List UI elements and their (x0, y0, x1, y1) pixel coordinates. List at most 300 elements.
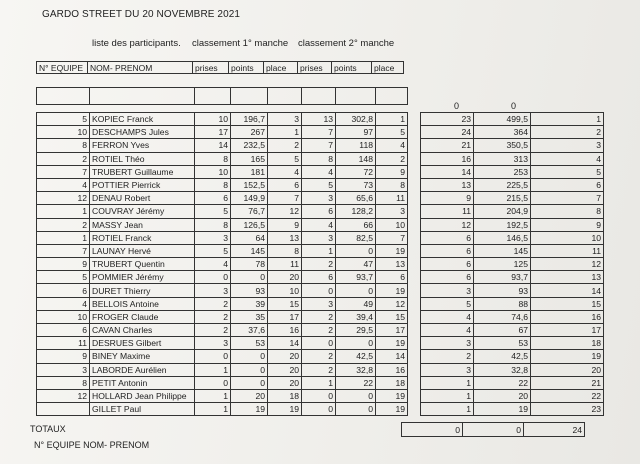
participant-name-cell: FERRON Yves (90, 139, 195, 152)
prises-2-cell: 5 (302, 178, 336, 191)
total-points-cell: 225,5 (474, 178, 531, 191)
points-1-cell: 35 (231, 310, 268, 323)
points-1-cell: 78 (231, 258, 268, 271)
team-number-cell: 9 (37, 350, 90, 363)
prises-1-cell: 3 (195, 284, 231, 297)
prises-1-cell: 8 (195, 178, 231, 191)
total-prises-cell: 21 (421, 139, 474, 152)
place-2-cell: 19 (376, 337, 408, 350)
place-2-cell: 6 (376, 271, 408, 284)
final-place-cell: 7 (531, 192, 604, 205)
final-place-cell: 17 (531, 324, 604, 337)
points-2-cell: 0 (336, 403, 376, 416)
prises-1-cell: 2 (195, 324, 231, 337)
prises-2-cell: 2 (302, 258, 336, 271)
prises-2-cell: 3 (302, 231, 336, 244)
table-row (37, 271, 604, 284)
points-2-cell: 0 (336, 244, 376, 257)
total-prises-cell: 14 (421, 165, 474, 178)
prises-1-cell: 0 (195, 271, 231, 284)
team-number-cell: 9 (37, 258, 90, 271)
participant-name-cell: ROTIEL Franck (90, 231, 195, 244)
final-place-cell: 11 (531, 244, 604, 257)
total-points-cell: 53 (474, 337, 531, 350)
place-1-cell: 6 (268, 178, 302, 191)
participants-label: liste des participants. (92, 38, 181, 49)
gap-cell (408, 113, 421, 126)
table-row (37, 376, 604, 389)
total-points-cell: 22 (474, 376, 531, 389)
final-place-cell: 18 (531, 337, 604, 350)
final-place-cell: 6 (531, 178, 604, 191)
points-2-cell: 82,5 (336, 231, 376, 244)
points-1-cell: 196,7 (231, 113, 268, 126)
place-2-cell: 19 (376, 403, 408, 416)
place-1-cell: 8 (268, 244, 302, 257)
final-place-cell: 10 (531, 231, 604, 244)
final-place-cell: 8 (531, 205, 604, 218)
total-prises-cell: 13 (421, 178, 474, 191)
table-row (37, 324, 604, 337)
total-prises-cell: 16 (421, 152, 474, 165)
prises-2-cell: 2 (302, 324, 336, 337)
final-place-cell: 9 (531, 218, 604, 231)
points-2-cell: 148 (336, 152, 376, 165)
final-place-cell: 21 (531, 376, 604, 389)
prises-2-cell: 3 (302, 192, 336, 205)
team-number-cell: 6 (37, 284, 90, 297)
place-2-cell: 12 (376, 297, 408, 310)
place-2-cell: 1 (376, 113, 408, 126)
gap-cell (408, 258, 421, 271)
total-prises-cell: 24 (421, 126, 474, 139)
place-1-cell: 12 (268, 205, 302, 218)
points-1-cell: 152,5 (231, 178, 268, 191)
total-points-cell: 74,6 (474, 310, 531, 323)
team-number-cell: 12 (37, 192, 90, 205)
gap-cell (408, 271, 421, 284)
prises-2-cell: 6 (302, 271, 336, 284)
prises-1-cell: 0 (195, 350, 231, 363)
total-points-cell: 93,7 (474, 271, 531, 284)
totals-row (401, 422, 585, 437)
total-prises-cell: 1 (421, 403, 474, 416)
points-1-cell: 0 (231, 350, 268, 363)
place-1-cell: 3 (268, 113, 302, 126)
team-number-cell: 4 (37, 178, 90, 191)
points-2-cell: 93,7 (336, 271, 376, 284)
prises-1-cell: 4 (195, 258, 231, 271)
final-place-cell: 3 (531, 139, 604, 152)
points-1-cell: 39 (231, 297, 268, 310)
team-number-cell: 6 (37, 324, 90, 337)
place-2-cell: 8 (376, 178, 408, 191)
table-row (37, 363, 604, 376)
header-place-2: place (372, 62, 404, 74)
team-number-cell: 8 (37, 376, 90, 389)
prises-1-cell: 3 (195, 337, 231, 350)
participant-name-cell: COUVRAY Jérémy (90, 205, 195, 218)
place-1-cell: 7 (268, 192, 302, 205)
total-points-cell: 364 (474, 126, 531, 139)
points-1-cell: 165 (231, 152, 268, 165)
points-2-cell: 47 (336, 258, 376, 271)
place-1-cell: 2 (268, 139, 302, 152)
prises-1-cell: 5 (195, 205, 231, 218)
points-1-cell: 37,6 (231, 324, 268, 337)
results-table (36, 112, 604, 416)
total-prises-cell: 2 (421, 350, 474, 363)
table-row (37, 178, 604, 191)
gap-cell (408, 126, 421, 139)
participant-name-cell: GILLET Paul (90, 403, 195, 416)
total-prises-cell: 3 (421, 284, 474, 297)
place-1-cell: 17 (268, 310, 302, 323)
final-place-cell: 4 (531, 152, 604, 165)
total-place: 24 (524, 423, 585, 437)
header-prises-1: prises (193, 62, 229, 74)
points-1-cell: 232,5 (231, 139, 268, 152)
total-prises-cell: 5 (421, 297, 474, 310)
ranking-second-label: classement 2° manche (298, 38, 395, 49)
prises-2-cell: 0 (302, 389, 336, 402)
points-2-cell: 42,5 (336, 350, 376, 363)
prises-1-cell: 5 (195, 244, 231, 257)
team-number-cell: 8 (37, 139, 90, 152)
table-row (37, 350, 604, 363)
prises-2-cell: 7 (302, 139, 336, 152)
points-2-cell: 49 (336, 297, 376, 310)
table-row (37, 205, 604, 218)
team-number-cell (37, 403, 90, 416)
gap-cell (408, 139, 421, 152)
final-place-cell: 13 (531, 271, 604, 284)
place-1-cell: 20 (268, 376, 302, 389)
gap-cell (408, 363, 421, 376)
place-1-cell: 18 (268, 389, 302, 402)
total-prises-cell: 9 (421, 192, 474, 205)
points-1-cell: 93 (231, 284, 268, 297)
total-points-cell: 93 (474, 284, 531, 297)
prises-1-cell: 14 (195, 139, 231, 152)
points-1-cell: 0 (231, 363, 268, 376)
team-number-cell: 7 (37, 244, 90, 257)
prises-2-cell: 0 (302, 403, 336, 416)
gap-cell (408, 403, 421, 416)
gap-cell (408, 310, 421, 323)
total-points-cell: 32,8 (474, 363, 531, 376)
points-2-cell: 39,4 (336, 310, 376, 323)
final-place-cell: 20 (531, 363, 604, 376)
points-2-cell: 73 (336, 178, 376, 191)
table-row (37, 389, 604, 402)
table-row (37, 403, 604, 416)
participant-name-cell: ROTIEL Théo (90, 152, 195, 165)
total-prises-cell: 3 (421, 337, 474, 350)
participant-name-cell: BELLOIS Antoine (90, 297, 195, 310)
total-points-cell: 204,9 (474, 205, 531, 218)
place-2-cell: 7 (376, 231, 408, 244)
participant-name-cell: POMMIER Jérémy (90, 271, 195, 284)
participant-name-cell: KOPIEC Franck (90, 113, 195, 126)
final-place-cell: 19 (531, 350, 604, 363)
points-1-cell: 76,7 (231, 205, 268, 218)
points-2-cell: 0 (336, 389, 376, 402)
total-prises-cell: 1 (421, 389, 474, 402)
participant-name-cell: LAUNAY Hervé (90, 244, 195, 257)
prises-1-cell: 10 (195, 165, 231, 178)
prises-2-cell: 2 (302, 350, 336, 363)
table-row (37, 192, 604, 205)
place-2-cell: 3 (376, 205, 408, 218)
participant-name-cell: DENAU Robert (90, 192, 195, 205)
total-points-cell: 313 (474, 152, 531, 165)
place-1-cell: 5 (268, 152, 302, 165)
place-2-cell: 14 (376, 350, 408, 363)
gap-cell (408, 218, 421, 231)
prises-2-cell: 6 (302, 205, 336, 218)
team-number-cell: 1 (37, 231, 90, 244)
place-2-cell: 2 (376, 152, 408, 165)
participant-name-cell: TRUBERT Quentin (90, 258, 195, 271)
place-1-cell: 14 (268, 337, 302, 350)
totals-label: TOTAUX (30, 424, 66, 434)
header-points-1: points (229, 62, 264, 74)
gap-cell (408, 324, 421, 337)
place-2-cell: 13 (376, 258, 408, 271)
participant-name-cell: POTTIER Pierrick (90, 178, 195, 191)
points-2-cell: 128,2 (336, 205, 376, 218)
gap-cell (408, 192, 421, 205)
prises-1-cell: 1 (195, 389, 231, 402)
total-prises-cell: 3 (421, 363, 474, 376)
total-prises-cell: 4 (421, 324, 474, 337)
total-points-cell: 67 (474, 324, 531, 337)
total-prises-cell: 6 (421, 231, 474, 244)
prises-2-cell: 0 (302, 284, 336, 297)
total-points-cell: 20 (474, 389, 531, 402)
participant-name-cell: TRUBERT Guillaume (90, 165, 195, 178)
team-number-cell: 10 (37, 126, 90, 139)
total-points-cell: 42,5 (474, 350, 531, 363)
place-1-cell: 20 (268, 271, 302, 284)
points-1-cell: 0 (231, 271, 268, 284)
place-1-cell: 19 (268, 403, 302, 416)
place-2-cell: 16 (376, 363, 408, 376)
place-1-cell: 20 (268, 363, 302, 376)
place-2-cell: 19 (376, 244, 408, 257)
prises-1-cell: 2 (195, 310, 231, 323)
total-prises-cell: 6 (421, 258, 474, 271)
gap-cell (408, 244, 421, 257)
points-1-cell: 126,5 (231, 218, 268, 231)
gap-cell (408, 152, 421, 165)
prises-2-cell: 1 (302, 244, 336, 257)
prises-2-cell: 4 (302, 165, 336, 178)
place-2-cell: 17 (376, 324, 408, 337)
prises-2-cell: 13 (302, 113, 336, 126)
points-1-cell: 19 (231, 403, 268, 416)
total-points-cell: 146,5 (474, 231, 531, 244)
participant-name-cell: PETIT Antonin (90, 376, 195, 389)
table-row (37, 139, 604, 152)
total-prises-cell: 11 (421, 205, 474, 218)
gap-cell (408, 178, 421, 191)
place-1-cell: 16 (268, 324, 302, 337)
gap-cell (408, 284, 421, 297)
table-row (37, 337, 604, 350)
prises-2-cell: 3 (302, 297, 336, 310)
prises-1-cell: 8 (195, 152, 231, 165)
footer-label: N° EQUIPE NOM- PRENOM (34, 440, 150, 450)
prises-2-cell: 4 (302, 218, 336, 231)
total-prises-cell: 12 (421, 218, 474, 231)
place-1-cell: 13 (268, 231, 302, 244)
points-2-cell: 29,5 (336, 324, 376, 337)
points-2-cell: 0 (336, 284, 376, 297)
total-points-cell: 253 (474, 165, 531, 178)
total-points-cell: 145 (474, 244, 531, 257)
team-number-cell: 3 (37, 363, 90, 376)
total-prises: 0 (402, 423, 463, 437)
participant-name-cell: DESCHAMPS Jules (90, 126, 195, 139)
total-prises-cell: 6 (421, 271, 474, 284)
total-points-cell: 215,5 (474, 192, 531, 205)
header-points-2: points (332, 62, 372, 74)
gap-cell (408, 389, 421, 402)
participant-name-cell: LABORDE Aurélien (90, 363, 195, 376)
final-place-cell: 15 (531, 297, 604, 310)
team-number-cell: 5 (37, 271, 90, 284)
table-row (37, 284, 604, 297)
prises-2-cell: 1 (302, 376, 336, 389)
place-2-cell: 15 (376, 310, 408, 323)
total-points-cell: 350,5 (474, 139, 531, 152)
team-number-cell: 10 (37, 310, 90, 323)
initial-zero-prises: 0 (454, 101, 460, 111)
place-1-cell: 4 (268, 165, 302, 178)
participant-name-cell: CAVAN Charles (90, 324, 195, 337)
total-prises-cell: 1 (421, 376, 474, 389)
points-1-cell: 149,9 (231, 192, 268, 205)
total-points: 0 (463, 423, 524, 437)
final-place-cell: 14 (531, 284, 604, 297)
team-number-cell: 11 (37, 337, 90, 350)
gap-cell (408, 337, 421, 350)
ranking-first-label: classement 1° manche (192, 38, 289, 49)
header-place-1: place (264, 62, 298, 74)
participant-name-cell: MASSY Jean (90, 218, 195, 231)
participant-name-cell: DURET Thierry (90, 284, 195, 297)
team-number-cell: 5 (37, 113, 90, 126)
place-1-cell: 10 (268, 284, 302, 297)
gap-cell (408, 231, 421, 244)
place-2-cell: 18 (376, 376, 408, 389)
participant-name-cell: DESRUES Gilbert (90, 337, 195, 350)
place-2-cell: 19 (376, 389, 408, 402)
final-place-cell: 16 (531, 310, 604, 323)
prises-1-cell: 6 (195, 192, 231, 205)
place-1-cell: 1 (268, 126, 302, 139)
place-2-cell: 19 (376, 284, 408, 297)
total-prises-cell: 23 (421, 113, 474, 126)
place-1-cell: 20 (268, 350, 302, 363)
points-2-cell: 32,8 (336, 363, 376, 376)
points-1-cell: 53 (231, 337, 268, 350)
total-points-cell: 125 (474, 258, 531, 271)
prises-1-cell: 1 (195, 403, 231, 416)
points-2-cell: 118 (336, 139, 376, 152)
table-row (37, 258, 604, 271)
points-2-cell: 72 (336, 165, 376, 178)
points-2-cell: 302,8 (336, 113, 376, 126)
gap-cell (408, 350, 421, 363)
points-2-cell: 0 (336, 337, 376, 350)
participant-name-cell: HOLLARD Jean Philippe (90, 389, 195, 402)
points-2-cell: 66 (336, 218, 376, 231)
prises-2-cell: 2 (302, 310, 336, 323)
place-2-cell: 11 (376, 192, 408, 205)
prises-1-cell: 10 (195, 113, 231, 126)
table-row (37, 297, 604, 310)
table-row (37, 310, 604, 323)
place-1-cell: 15 (268, 297, 302, 310)
prises-1-cell: 17 (195, 126, 231, 139)
total-points-cell: 499,5 (474, 113, 531, 126)
points-2-cell: 97 (336, 126, 376, 139)
prises-2-cell: 2 (302, 363, 336, 376)
team-number-cell: 2 (37, 218, 90, 231)
prises-2-cell: 8 (302, 152, 336, 165)
final-place-cell: 1 (531, 113, 604, 126)
total-points-cell: 88 (474, 297, 531, 310)
points-1-cell: 0 (231, 376, 268, 389)
participant-name-cell: BINEY Maxime (90, 350, 195, 363)
place-1-cell: 9 (268, 218, 302, 231)
points-1-cell: 20 (231, 389, 268, 402)
table-row (37, 152, 604, 165)
place-2-cell: 4 (376, 139, 408, 152)
points-1-cell: 145 (231, 244, 268, 257)
gap-cell (408, 205, 421, 218)
final-place-cell: 22 (531, 389, 604, 402)
gap-cell (408, 165, 421, 178)
team-number-cell: 4 (37, 297, 90, 310)
final-place-cell: 23 (531, 403, 604, 416)
points-2-cell: 22 (336, 376, 376, 389)
prises-1-cell: 3 (195, 231, 231, 244)
final-place-cell: 2 (531, 126, 604, 139)
table-row (37, 231, 604, 244)
points-1-cell: 64 (231, 231, 268, 244)
prises-1-cell: 2 (195, 297, 231, 310)
header-nom: NOM- PRENOM (88, 62, 193, 74)
total-prises-cell: 4 (421, 310, 474, 323)
gap-cell (408, 376, 421, 389)
team-number-cell: 7 (37, 165, 90, 178)
total-points-cell: 192,5 (474, 218, 531, 231)
prises-1-cell: 1 (195, 363, 231, 376)
table-row (37, 165, 604, 178)
table-row (37, 113, 604, 126)
place-2-cell: 5 (376, 126, 408, 139)
participant-name-cell: FROGER Claude (90, 310, 195, 323)
header-prises-2: prises (298, 62, 332, 74)
initial-zero-points: 0 (511, 101, 517, 111)
team-number-cell: 12 (37, 389, 90, 402)
header-table (36, 61, 404, 74)
final-place-cell: 12 (531, 258, 604, 271)
